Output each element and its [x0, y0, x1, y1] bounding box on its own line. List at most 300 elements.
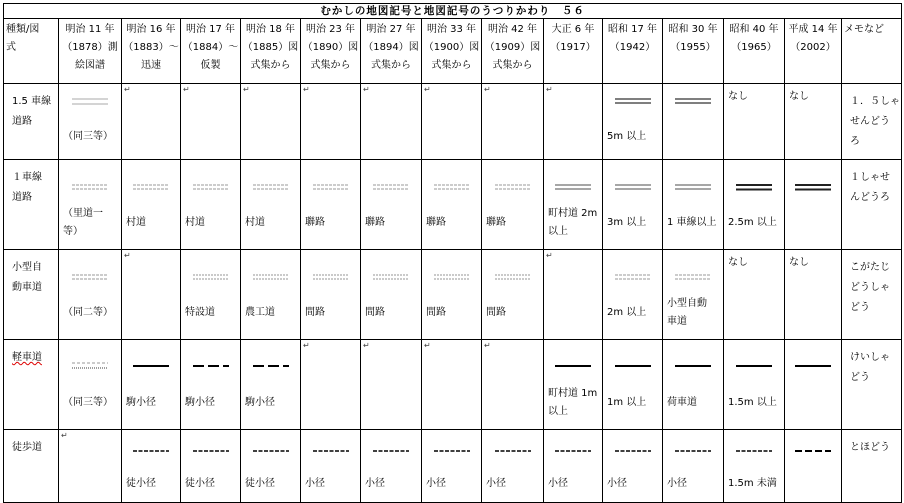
header-era — [544, 19, 603, 84]
road-symbol-box — [663, 182, 723, 194]
caption-line: 1m 以上 — [607, 397, 647, 408]
symbol-cell — [122, 160, 181, 250]
symbol-caption — [548, 475, 568, 493]
symbol-cell — [181, 160, 241, 250]
symbol-cell — [482, 430, 544, 503]
header-text-line: （1965） — [731, 42, 777, 53]
header-text-line: （1885）図 — [242, 42, 299, 53]
caption-line: 聯路 — [426, 217, 446, 228]
caption-line: 駒小径 — [245, 397, 275, 408]
caption-line: 村道 — [185, 217, 205, 228]
road-symbol-box — [482, 182, 543, 194]
symbol-cell — [603, 430, 663, 503]
row-label-text — [4, 160, 58, 208]
return-mark-icon: ↵ — [124, 85, 131, 94]
symbol-caption — [728, 394, 777, 412]
caption-line: 1 車線以上 — [667, 217, 717, 228]
road-symbol — [311, 182, 351, 194]
return-mark-icon: ↵ — [424, 341, 431, 350]
memo-line: どう — [850, 372, 870, 383]
symbol-cell — [422, 430, 482, 503]
return-mark-icon: ↵ — [183, 85, 190, 94]
header-text-line: （1894）図 — [363, 42, 419, 53]
symbol-cell — [544, 340, 603, 430]
caption-line: 小径 — [607, 478, 627, 489]
symbol-cell — [241, 250, 301, 340]
header-text-line: 式集から — [310, 60, 351, 71]
road-symbol-box — [241, 272, 300, 284]
header-text-line: （1917） — [550, 42, 596, 53]
symbol-cell — [361, 160, 422, 250]
symbol-cell — [181, 250, 241, 340]
road-symbol — [371, 182, 411, 194]
header-text-line: 式集から — [492, 60, 533, 71]
memo-line: こがたじ — [850, 262, 890, 273]
header-text-line: 式集から — [431, 60, 472, 71]
road-symbol-box — [663, 445, 723, 457]
return-mark-icon: ↵ — [124, 251, 131, 260]
memo-cell — [842, 250, 902, 340]
header-memo — [842, 19, 902, 84]
symbol-cell — [724, 340, 785, 430]
symbol-cell — [785, 84, 842, 160]
header-era — [422, 19, 482, 84]
symbol-cell — [241, 430, 301, 503]
symbol-cell — [663, 430, 724, 503]
caption-line: 小径 — [667, 478, 687, 489]
symbol-caption — [426, 214, 446, 232]
header-text-line: 大正 6 年 — [551, 24, 595, 35]
memo-line: どう — [850, 302, 870, 313]
header-era — [241, 19, 301, 84]
symbol-caption — [305, 304, 325, 322]
none-note: なし — [728, 91, 748, 102]
road-symbol-box — [301, 445, 360, 457]
road-symbol — [131, 182, 171, 194]
caption-line: 間路 — [305, 307, 325, 318]
caption-line: 以上 — [548, 406, 568, 417]
symbol-cell — [422, 84, 482, 160]
road-symbol — [613, 445, 653, 457]
symbol-cell — [241, 340, 301, 430]
table-row — [4, 84, 902, 160]
road-symbol-box — [181, 445, 240, 457]
road-symbol — [191, 360, 231, 372]
road-symbol-box — [59, 182, 121, 194]
symbol-caption — [667, 214, 717, 232]
road-symbol — [371, 272, 411, 284]
symbol-cell — [422, 340, 482, 430]
road-symbol — [734, 182, 774, 194]
road-symbol — [493, 272, 533, 284]
road-symbol — [553, 182, 593, 194]
row-label-line: 道路 — [12, 116, 32, 127]
symbol-caption — [126, 475, 156, 493]
header-text-line: メモなど — [844, 24, 884, 35]
road-symbol-box — [361, 182, 421, 194]
header-text-line: 絵図譜 — [75, 60, 105, 71]
road-symbol-box — [603, 272, 662, 284]
header-era — [663, 19, 724, 84]
caption-line: 間路 — [486, 307, 506, 318]
table-row — [4, 160, 902, 250]
caption-line: （里道一 — [63, 208, 103, 219]
caption-line: 駒小径 — [126, 397, 156, 408]
road-symbol-box — [422, 182, 481, 194]
road-symbol — [131, 360, 171, 372]
caption-line: 小型自動 — [667, 298, 707, 309]
row-label-line: 動車道 — [12, 282, 42, 293]
header-text-line: 明治 42 年 — [487, 24, 538, 35]
table-row — [4, 430, 902, 503]
return-mark-icon: ↵ — [424, 85, 431, 94]
symbol-cell — [59, 84, 122, 160]
symbol-caption — [185, 304, 215, 322]
road-symbol — [70, 272, 110, 284]
caption-line: 駒小径 — [185, 397, 215, 408]
symbol-history-table-container — [3, 3, 901, 499]
road-symbol-box — [482, 272, 543, 284]
symbol-cell — [301, 84, 361, 160]
header-era — [122, 19, 181, 84]
symbol-cell — [181, 84, 241, 160]
header-text-line: （1942） — [609, 42, 656, 53]
symbol-cell — [724, 430, 785, 503]
header-text-line: 式 — [6, 42, 16, 53]
road-symbol-box — [785, 445, 841, 457]
caption-line: 1.5m 以上 — [728, 397, 777, 408]
symbol-cell — [241, 160, 301, 250]
symbol-cell — [422, 160, 482, 250]
symbol-cell — [482, 250, 544, 340]
symbol-caption — [63, 394, 113, 412]
row-label — [4, 250, 59, 340]
row-label — [4, 340, 59, 430]
road-symbol-box — [785, 182, 841, 194]
road-symbol — [613, 96, 653, 108]
symbol-cell — [301, 250, 361, 340]
caption-line: 5m 以上 — [607, 131, 647, 142]
caption-line: 等） — [63, 226, 83, 237]
symbol-caption — [365, 475, 385, 493]
caption-line: 村道 — [126, 217, 146, 228]
road-symbol-box — [724, 360, 784, 372]
symbol-caption — [607, 214, 646, 232]
memo-text — [842, 250, 901, 318]
symbol-caption — [486, 475, 506, 493]
road-symbol-box — [181, 272, 240, 284]
caption-line: 1.5m 未満 — [728, 478, 777, 489]
none-note: なし — [728, 257, 748, 268]
return-mark-icon: ↵ — [243, 85, 250, 94]
header-text-line: （2002） — [790, 42, 836, 53]
memo-line: んどうろ — [850, 192, 890, 203]
table-row — [4, 250, 902, 340]
memo-line: １しゃせ — [850, 172, 890, 183]
symbol-cell — [122, 250, 181, 340]
symbol-cell — [301, 160, 361, 250]
caption-line: 小径 — [426, 478, 446, 489]
road-symbol — [673, 182, 713, 194]
road-symbol — [673, 272, 713, 284]
caption-line: 聯路 — [305, 217, 325, 228]
road-symbol-box — [422, 272, 481, 284]
road-symbol — [553, 445, 593, 457]
symbol-caption — [365, 304, 385, 322]
symbol-cell — [603, 250, 663, 340]
symbol-cell — [59, 340, 122, 430]
symbol-caption — [245, 394, 275, 412]
road-symbol — [251, 445, 291, 457]
symbol-caption — [245, 475, 275, 493]
road-symbol-box — [544, 360, 602, 372]
symbol-cell — [482, 84, 544, 160]
row-label-text — [4, 84, 58, 132]
symbol-caption — [245, 304, 275, 322]
symbol-cell — [724, 250, 785, 340]
header-era — [361, 19, 422, 84]
memo-line: せんどう — [850, 116, 890, 127]
caption-line: 荷車道 — [667, 397, 697, 408]
symbol-cell — [59, 250, 122, 340]
caption-line: 小径 — [548, 478, 568, 489]
caption-line: （同二等） — [63, 307, 113, 318]
row-label-line: 徒歩道 — [12, 442, 42, 453]
header-text-line: 迅速 — [141, 60, 161, 71]
symbol-caption — [486, 214, 506, 232]
road-symbol-box — [544, 182, 602, 194]
road-symbol-box — [724, 182, 784, 194]
caption-line: 車道 — [667, 316, 687, 327]
memo-line: とほどう — [850, 442, 890, 453]
symbol-caption — [305, 214, 325, 232]
symbol-cell — [663, 250, 724, 340]
symbol-cell — [361, 430, 422, 503]
caption-line: 徒小径 — [185, 478, 215, 489]
caption-line: 聯路 — [365, 217, 385, 228]
road-symbol-box — [301, 182, 360, 194]
return-mark-icon: ↵ — [363, 85, 370, 94]
symbol-caption — [548, 205, 597, 241]
road-symbol-box — [59, 272, 121, 284]
caption-line: 聯路 — [486, 217, 506, 228]
symbol-cell — [785, 160, 842, 250]
return-mark-icon: ↵ — [546, 85, 553, 94]
road-symbol-box — [482, 445, 543, 457]
return-mark-icon: ↵ — [484, 85, 491, 94]
header-text-line: 平成 14 年 — [788, 24, 838, 35]
road-symbol — [70, 360, 110, 372]
caption-line: 3m 以上 — [607, 217, 647, 228]
road-symbol — [251, 272, 291, 284]
return-mark-icon: ↵ — [303, 341, 310, 350]
symbol-cell — [544, 160, 603, 250]
road-symbol — [70, 182, 110, 194]
road-symbol-box — [603, 360, 662, 372]
road-symbol-box — [59, 96, 121, 108]
road-symbol — [191, 445, 231, 457]
table-row — [4, 340, 902, 430]
road-symbol — [191, 182, 231, 194]
header-text-line: （1909）図 — [484, 42, 541, 53]
symbol-cell — [663, 160, 724, 250]
caption-line: 以上 — [548, 226, 568, 237]
symbol-cell — [724, 160, 785, 250]
symbol-cell — [361, 340, 422, 430]
caption-line: 2.5m 以上 — [728, 217, 777, 228]
caption-line: 町村道 1m — [548, 388, 598, 399]
symbol-cell — [422, 250, 482, 340]
row-label-line: 小型自 — [12, 262, 42, 273]
road-symbol-box — [603, 182, 662, 194]
header-text-line: 昭和 40 年 — [729, 24, 779, 35]
symbol-cell — [785, 340, 842, 430]
symbol-cell — [122, 340, 181, 430]
symbol-caption — [185, 475, 215, 493]
road-symbol — [673, 360, 713, 372]
memo-text — [842, 84, 901, 152]
memo-text — [842, 340, 901, 388]
symbol-cell — [603, 84, 663, 160]
header-type — [4, 19, 59, 84]
header-text-line: 明治 23 年 — [305, 24, 356, 35]
header-text-line: 明治 18 年 — [245, 24, 296, 35]
symbol-cell — [301, 430, 361, 503]
road-symbol-box — [181, 360, 240, 372]
header-text-line: （1890）図 — [302, 42, 359, 53]
road-symbol — [432, 272, 472, 284]
memo-text — [842, 430, 901, 458]
symbol-cell — [663, 84, 724, 160]
row-label-text — [4, 430, 58, 458]
header-text-line: （1884）～ — [182, 42, 239, 53]
header-era — [301, 19, 361, 84]
header-text-line: （1955） — [670, 42, 716, 53]
symbol-cell — [361, 250, 422, 340]
road-symbol — [311, 272, 351, 284]
road-symbol-box — [544, 445, 602, 457]
header-text-line: 式集から — [371, 60, 411, 71]
row-label — [4, 84, 59, 160]
road-symbol-box — [301, 272, 360, 284]
road-symbol — [613, 272, 653, 284]
road-symbol-box — [361, 272, 421, 284]
road-symbol — [251, 360, 291, 372]
symbol-cell — [785, 250, 842, 340]
symbol-caption — [426, 304, 446, 322]
header-text-line: 明治 16 年 — [126, 24, 176, 35]
memo-cell — [842, 160, 902, 250]
symbol-caption — [607, 394, 646, 412]
road-symbol — [131, 445, 171, 457]
symbol-cell — [122, 84, 181, 160]
symbol-caption — [126, 214, 146, 232]
header-text-line: 種類/図 — [6, 24, 40, 35]
caption-line: （同三等） — [63, 397, 113, 408]
memo-text — [842, 160, 901, 208]
road-symbol-box — [361, 445, 421, 457]
caption-line: 間路 — [365, 307, 385, 318]
header-text-line: （1900）図 — [423, 42, 480, 53]
road-symbol-box — [663, 96, 723, 108]
caption-line: 小径 — [305, 478, 325, 489]
caption-line: 間路 — [426, 307, 446, 318]
road-symbol — [673, 445, 713, 457]
symbol-caption — [607, 128, 646, 146]
road-symbol — [432, 445, 472, 457]
road-symbol — [793, 445, 833, 457]
title-row — [4, 4, 902, 19]
caption-line: （同三等） — [63, 131, 113, 142]
symbol-caption — [607, 304, 646, 322]
header-text-line: 明治 17 年 — [185, 24, 236, 35]
symbol-caption — [426, 475, 446, 493]
header-text-line: 式集から — [250, 60, 291, 71]
symbol-caption — [63, 128, 113, 146]
return-mark-icon: ↵ — [484, 341, 491, 350]
road-symbol-box — [59, 360, 121, 372]
road-symbol — [493, 445, 533, 457]
symbol-cell — [544, 430, 603, 503]
road-symbol-box — [785, 360, 841, 372]
road-symbol — [70, 96, 110, 108]
symbol-caption — [667, 394, 697, 412]
road-symbol — [191, 272, 231, 284]
road-symbol — [734, 360, 774, 372]
return-mark-icon: ↵ — [363, 341, 370, 350]
road-symbol — [493, 182, 533, 194]
symbol-cell — [724, 84, 785, 160]
road-symbol-box — [241, 182, 300, 194]
caption-line: 小径 — [486, 478, 506, 489]
road-symbol — [673, 96, 713, 108]
symbol-cell — [181, 340, 241, 430]
symbol-caption — [548, 385, 597, 421]
header-text-line: 仮製 — [200, 60, 221, 71]
symbol-caption — [185, 394, 215, 412]
symbol-caption — [245, 214, 265, 232]
road-symbol-box — [122, 360, 180, 372]
row-label-text — [4, 340, 58, 368]
row-label-line: 道路 — [12, 192, 32, 203]
memo-line: １．５しゃ — [850, 96, 900, 107]
memo-line: けいしゃ — [850, 352, 890, 363]
symbol-cell — [122, 430, 181, 503]
symbol-cell — [482, 340, 544, 430]
symbol-cell — [785, 430, 842, 503]
symbol-cell — [603, 160, 663, 250]
symbol-caption — [63, 304, 113, 322]
symbol-cell — [59, 430, 122, 503]
road-symbol-box — [241, 360, 300, 372]
none-note: なし — [789, 257, 809, 268]
road-symbol-box — [663, 272, 723, 284]
row-label-line: １車線 — [12, 172, 42, 183]
road-symbol — [793, 360, 833, 372]
return-mark-icon: ↵ — [61, 431, 68, 440]
road-symbol-box — [603, 96, 662, 108]
symbol-caption — [728, 214, 777, 232]
symbol-caption — [486, 304, 506, 322]
symbol-cell — [544, 250, 603, 340]
header-text-line: 明治 11 年 — [65, 24, 115, 35]
header-text-line: （1883）～ — [123, 42, 179, 53]
header-row — [4, 19, 902, 84]
header-era — [482, 19, 544, 84]
road-symbol — [613, 360, 653, 372]
symbol-cell — [544, 84, 603, 160]
row-label-text — [4, 250, 58, 298]
